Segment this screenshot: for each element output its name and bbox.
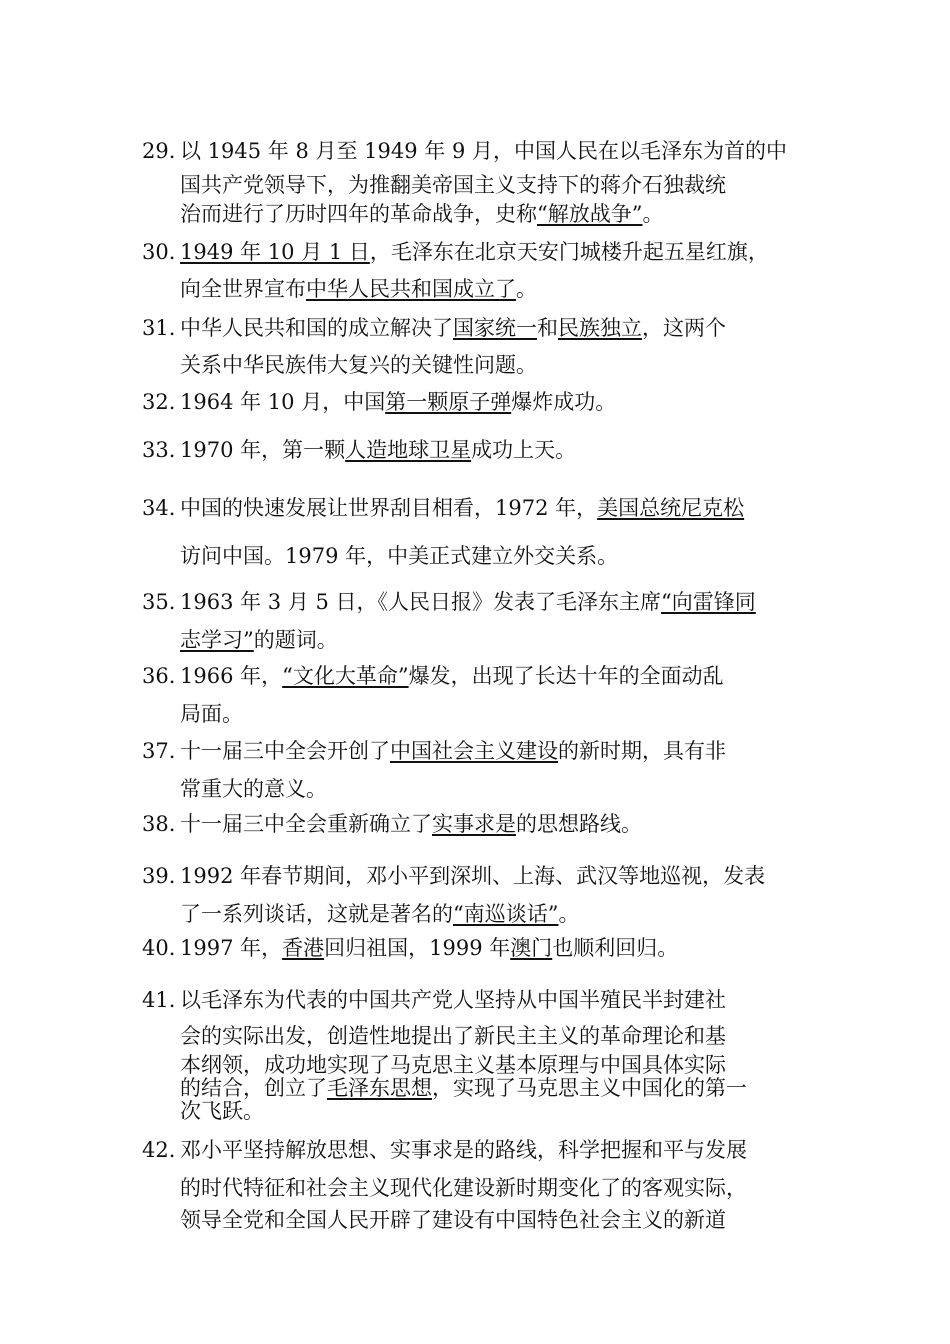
text-segment: 爆炸成功。 [511,390,617,414]
text-segment: 次飞跃。 [180,1099,264,1123]
list-item [142,657,822,733]
text-segment: 。 [516,277,537,301]
item-number: 29. [142,139,176,163]
text-segment: 会的实际出发，创造性地提出了新民主主义的革命理论和基 [180,1024,726,1048]
underlined-answer: “解放战争” [537,202,643,226]
item-text [180,310,822,384]
text-segment: 本纲领，成功地实现了马克思主义基本原理与中国具体实际 [180,1053,726,1077]
text-segment: 国共产党领导下，为推翻美帝国主义支持下的蒋介石独裁统 [180,173,726,197]
list-item [142,807,822,841]
list-item [142,857,822,933]
text-line [180,271,822,308]
text-line [180,695,822,733]
item-text [180,385,822,419]
item-number: 31. [142,316,176,340]
list-item [142,982,822,1123]
underlined-answer: 志学习” [180,628,254,652]
text-line [180,1018,822,1054]
text-segment: 成功上天。 [471,438,577,462]
item-number: 38. [142,812,176,836]
text-line [180,982,822,1018]
text-segment: 。 [642,202,664,226]
text-line [180,657,822,695]
text-line [180,310,822,347]
text-segment: 1964 年 10 月，中国 [180,390,386,414]
text-line [180,807,822,841]
text-segment: 以毛泽东为代表的中国共产党人坚持从中国半殖民半封建社 [180,988,726,1012]
underlined-answer: 人造地球卫星 [345,438,472,462]
list-item [142,931,822,965]
text-segment: 治而进行了历时四年的革命战争，史称 [180,202,537,226]
text-segment: ，毛泽东在北京天安门城楼升起五星红旗， [369,240,769,264]
text-segment: 向全世界宣布 [180,277,306,301]
text-segment: 中华人民共和国的成立解决了 [180,316,453,340]
item-number: 32. [142,390,176,414]
text-line [180,857,822,895]
text-segment: 的时代特征和社会主义现代化建设新时期变化了的客观实际， [180,1176,747,1200]
list-item [142,484,822,580]
list-item [142,310,822,384]
text-line [180,1207,822,1234]
item-number: 34. [142,496,176,520]
text-line [180,770,822,808]
item-number: 30. [142,240,176,264]
text-line [180,433,822,467]
text-segment: 1992 年春节期间，邓小平到深圳、上海、武汉等地巡视，发表 [180,864,766,888]
underlined-answer: “向雷锋同 [661,590,756,614]
item-number: 36. [142,664,176,688]
list-item [142,433,822,467]
underlined-answer: 美国总统尼克松 [597,496,745,520]
item-text [180,982,822,1123]
item-number: 37. [142,739,176,763]
list-item [142,583,822,659]
underlined-answer: 第一颗原子弹 [385,390,512,414]
text-line [180,134,822,168]
text-segment: 局面。 [180,702,243,726]
text-line [180,1077,822,1100]
text-line [180,1054,822,1077]
text-line [180,385,822,419]
text-segment: 的新时期，具有非 [558,739,726,763]
item-number: 35. [142,590,176,614]
item-number: 41. [142,988,176,1012]
item-text [180,234,822,308]
item-number: 42. [142,1138,176,1162]
text-segment: 1997 年， [180,936,283,960]
text-segment: 领导全党和全国人民开辟了建设有中国特色社会主义的新道 [180,1208,726,1232]
text-segment: 邓小平坚持解放思想、实事求是的路线，科学把握和平与发展 [180,1138,747,1162]
text-line [180,532,822,580]
text-segment: 的结合，创立了 [180,1076,327,1100]
underlined-answer: 毛泽东思想 [327,1076,432,1100]
item-text [180,134,822,227]
item-number: 39. [142,864,176,888]
text-line [180,168,822,202]
text-line [180,1131,822,1169]
list-item [142,732,822,808]
text-line [180,202,822,227]
item-text [180,857,822,933]
text-segment: 回归祖国，1999 年 [324,936,511,960]
item-number: 40. [142,936,176,960]
item-text [180,931,822,965]
text-line [180,931,822,965]
text-line [180,621,822,659]
underlined-answer: 中华人民共和国成立了 [306,277,516,301]
text-segment: 了一系列谈话，这就是著名的 [180,902,453,926]
text-segment: 中国的快速发展让世界刮目相看，1972 年， [180,496,598,520]
text-segment: 访问中国。1979 年，中美正式建立外交关系。 [180,544,619,568]
text-segment: 1966 年， [180,664,283,688]
underlined-answer: 中国社会主义建设 [390,739,558,763]
text-segment: 十一届三中全会开创了 [180,739,390,763]
item-text [180,807,822,841]
text-segment: 1963 年 3 月 5 日，《人民日报》发表了毛泽东主席 [180,590,662,614]
text-segment: 爆发，出现了长达十年的全面动乱 [408,664,724,688]
item-text [180,583,822,659]
underlined-answer: 澳门 [510,936,553,960]
list-item [142,134,822,227]
list-item [142,385,822,419]
text-segment: ，这两个 [642,316,726,340]
text-segment: 关系中华民族伟大复兴的关键性问题。 [180,353,537,377]
item-number: 33. [142,438,176,462]
text-segment: 常重大的意义。 [180,777,327,801]
underlined-answer: “南巡谈话” [453,902,559,926]
list-item [142,234,822,308]
underlined-answer: 1949 年 10 月 1 日 [180,240,370,264]
item-text [180,1131,822,1234]
text-line [180,234,822,271]
text-segment: 也顺利回归。 [552,936,679,960]
underlined-answer: “文化大革命” [282,664,409,688]
underlined-answer: 民族独立 [558,316,642,340]
text-line [180,1169,822,1207]
text-segment: 和 [537,316,558,340]
text-line [180,484,822,532]
text-line [180,583,822,621]
text-line [180,347,822,384]
list-item [142,1131,822,1234]
underlined-answer: 国家统一 [453,316,537,340]
underlined-answer: 实事求是 [432,812,516,836]
item-text [180,484,822,580]
text-line [180,732,822,770]
text-segment: 的题词。 [253,628,338,652]
text-segment: ，实现了马克思主义中国化的第一 [432,1076,747,1100]
item-text [180,732,822,808]
text-line [180,895,822,933]
item-text [180,657,822,733]
item-text [180,433,822,467]
text-segment: 1970 年，第一颗 [180,438,346,462]
text-segment: 。 [558,902,580,926]
text-segment: 的思想路线。 [516,812,642,836]
text-segment: 以 1945 年 8 月至 1949 年 9 月，中国人民在以毛泽东为首的中 [180,139,788,163]
text-line [180,1100,822,1123]
text-segment: 十一届三中全会重新确立了 [180,812,432,836]
underlined-answer: 香港 [282,936,325,960]
